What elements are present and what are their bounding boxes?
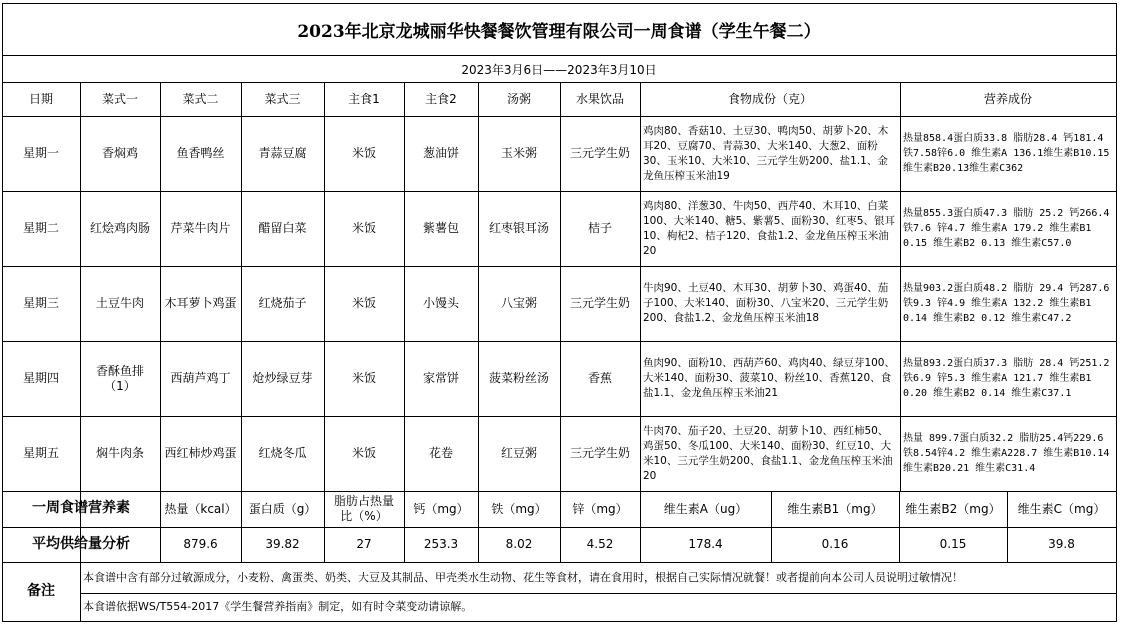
summary-value-vitamin-b1: 0.16	[821, 537, 849, 551]
summary-header-iron: 铁（mg）	[491, 501, 547, 516]
header-dish1: 菜式一	[101, 91, 138, 106]
row-dish1: 香焖鸡	[101, 146, 138, 160]
summary-header-zinc: 锌（mg）	[572, 501, 628, 516]
row-dish2: 芹菜牛肉片	[170, 221, 231, 235]
summary-value-zinc: 4.52	[586, 537, 614, 551]
row-staple1: 米饭	[351, 371, 376, 385]
row-dish3: 炝炒绿豆芽	[252, 371, 313, 385]
row-soup: 玉米粥	[500, 146, 537, 160]
row-dish2: 西红柿炒鸡蛋	[164, 446, 237, 460]
row-nutrition: 热量903.2蛋白质48.2 脂肪 29.4 钙287.6 铁9.3 锌4.9 维生素A 132.2 维生素B1 0.14 维生素B2 0.12 维生素C47.2	[903, 283, 1110, 324]
summary-header-vitamin-c: 维生素C（mg）	[1017, 501, 1106, 516]
summary-value-calcium: 253.3	[423, 537, 459, 551]
summary-header-protein: 蛋白质（g）	[248, 501, 317, 516]
row-ingredients: 鸡肉80、香菇10、土豆30、鸭肉50、胡萝卜20、木耳20、豆腐70、青蒜30、大米140、大葱2、面粉30、玉米10、大米10、三元学生奶200、盐1.1、金龙鱼压榨玉米油19	[643, 124, 889, 182]
row-dish1: 香酥鱼排（1）	[95, 363, 144, 393]
summary-value-energy: 879.6	[183, 537, 218, 551]
row-nutrition: 热量893.2蛋白质37.3 脂肪 28.4 钙251.2 铁6.9 锌5.3 维生素A 121.7 维生素B1 0.20 维生素B2 0.14 维生素C37.1	[903, 358, 1110, 399]
header-date: 日期	[28, 91, 53, 106]
header-dish2: 菜式二	[182, 91, 219, 106]
date-range: 2023年3月6日——2023年3月10日	[461, 62, 657, 77]
row-staple1: 米饭	[351, 221, 376, 235]
remarks-label: 备注	[27, 582, 55, 599]
header-ingredients: 食物成份（克）	[727, 91, 812, 106]
row-staple2: 葱油饼	[422, 146, 459, 160]
row-staple1: 米饭	[351, 446, 376, 460]
summary-value-vitamin-b2: 0.15	[939, 537, 967, 551]
document-title: 2023年北京龙城丽华快餐餐饮管理有限公司一周食谱（学生午餐二）	[297, 21, 821, 42]
summary-value-fat: 27	[356, 537, 372, 551]
remarks-standard-note: 本食谱依据WS/T554-2017《学生餐营养指南》制定，如有时令菜变动请谅解。	[83, 600, 473, 614]
row-dish1: 红烩鸡肉肠	[89, 221, 150, 235]
row-day: 星期一	[22, 146, 59, 160]
row-ingredients: 鸡肉80、洋葱30、牛肉50、西芹40、木耳10、白菜100、大米140、糖5、紫薯5、面粉30、红枣5、银耳10、枸杞2、桔子120、食盐1.2、金龙鱼压榨玉米油20	[643, 199, 895, 257]
row-day: 星期三	[22, 296, 59, 310]
row-soup: 红枣银耳汤	[488, 221, 549, 235]
header-staple2: 主食2	[425, 91, 457, 106]
summary-value-vitamin-a: 178.4	[688, 537, 723, 551]
row-soup: 菠菜粉丝汤	[488, 371, 549, 385]
summary-label-nutrients: 一周食谱营养素	[32, 500, 130, 517]
row-fruit: 三元学生奶	[569, 146, 630, 160]
row-dish3: 醋留白菜	[258, 221, 307, 235]
summary-value-vitamin-c: 39.8	[1048, 537, 1075, 551]
summary-header-energy: 热量（kcal）	[164, 501, 237, 516]
row-ingredients: 鱼肉90、面粉10、西葫芦60、鸡肉40、绿豆芽100、大米140、面粉30、菠菜10、粉丝10、香蕉120、食盐1.1、金龙鱼压榨玉米油21	[643, 357, 895, 399]
summary-label-average: 平均供给量分析	[32, 535, 130, 552]
header-fruit: 水果饮品	[575, 91, 624, 106]
header-staple1: 主食1	[348, 91, 380, 106]
row-soup: 红豆粥	[500, 446, 537, 460]
row-fruit: 桔子	[587, 221, 612, 235]
row-dish2: 西葫芦鸡丁	[170, 371, 231, 385]
row-dish2: 鱼香鸭丝	[176, 146, 225, 160]
summary-header-vitamin-a: 维生素A（ug）	[663, 501, 748, 516]
row-nutrition: 热量 899.7蛋白质32.2 脂肪25.4钙229.6铁8.54锌4.2 维生素A228.7 维生素B10.14 维生素B20.21 维生素C31.4	[903, 433, 1110, 474]
row-dish2: 木耳萝卜鸡蛋	[164, 296, 237, 310]
header-dish3: 菜式三	[264, 91, 301, 106]
remarks-allergen-note: 本食谱中含有部分过敏源成分，小麦粉、禽蛋类、奶类、大豆及其制品、甲壳类水生动物、花生等食材，请在食用时，根据自己实际情况就餐！或者提前向本公司人员说明过敏情况！	[83, 570, 963, 584]
row-staple2: 紫薯包	[422, 221, 459, 235]
row-nutrition: 热量858.4蛋白质33.8 脂肪28.4 钙181.4铁7.58锌6.0 维生素A 136.1维生素B10.15维生素B20.13维生素C362	[903, 133, 1110, 174]
row-fruit: 香蕉	[587, 371, 612, 385]
row-day: 星期五	[22, 446, 59, 460]
row-soup: 八宝粥	[500, 296, 537, 310]
row-fruit: 三元学生奶	[569, 446, 630, 460]
row-dish3: 红烧茄子	[258, 296, 307, 310]
header-soup: 汤粥	[506, 91, 531, 106]
row-day: 星期四	[22, 371, 59, 385]
row-staple2: 花卷	[428, 446, 453, 460]
row-ingredients: 牛肉90、土豆40、木耳30、胡萝卜30、鸡蛋40、茄子100、大米140、面粉30、八宝米20、三元学生奶200、食盐1.2、金龙鱼压榨玉米油18	[643, 282, 889, 324]
summary-header-vitamin-b2: 维生素B2（mg）	[905, 501, 1001, 516]
summary-value-iron: 8.02	[505, 537, 533, 551]
row-staple2: 小馒头	[422, 296, 459, 310]
header-nutrition: 营养成份	[983, 91, 1032, 106]
row-fruit: 三元学生奶	[569, 296, 630, 310]
row-nutrition: 热量855.3蛋白质47.3 脂肪 25.2 钙266.4 铁7.6 锌4.7 维生素A 179.2 维生素B1 0.15 维生素B2 0.13 维生素C57.0	[903, 208, 1110, 249]
row-dish1: 焖牛肉条	[95, 446, 144, 460]
row-dish1: 土豆牛肉	[95, 296, 144, 310]
row-dish3: 红烧冬瓜	[258, 446, 307, 460]
row-staple2: 家常饼	[422, 371, 459, 385]
summary-header-fat: 脂肪占热量比（%）	[333, 494, 394, 523]
row-day: 星期二	[22, 221, 59, 235]
row-ingredients: 牛肉70、茄子20、土豆20、胡萝卜10、西红柿50、鸡蛋50、冬瓜100、大米140、面粉30、红豆10、大米10、三元学生奶200、食盐1.1、金龙鱼压榨玉米油20	[643, 424, 893, 482]
row-staple1: 米饭	[351, 146, 376, 160]
summary-header-vitamin-b1: 维生素B1（mg）	[787, 501, 883, 516]
row-staple1: 米饭	[351, 296, 376, 310]
summary-header-calcium: 钙（mg）	[413, 501, 469, 516]
summary-value-protein: 39.82	[265, 537, 300, 551]
row-dish3: 青蒜豆腐	[258, 146, 307, 160]
